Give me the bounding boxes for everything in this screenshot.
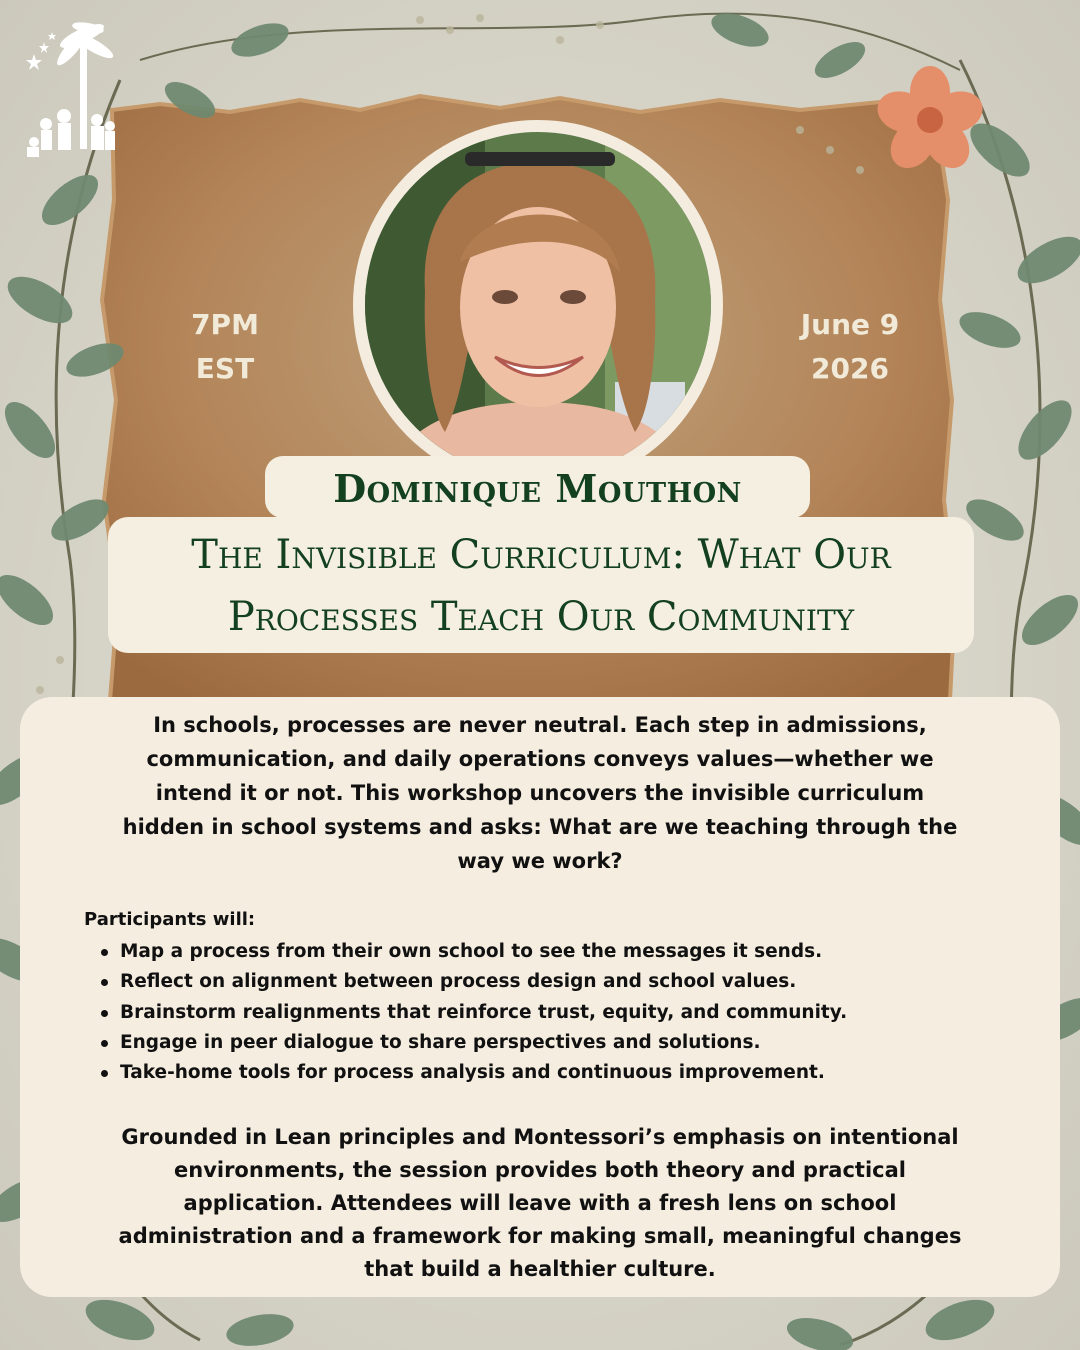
list-item: Take-home tools for process analysis and continuous improvement.	[96, 1058, 847, 1088]
participants-heading: Participants will:	[84, 909, 256, 930]
palm-tree-children-logo-icon	[22, 14, 117, 164]
outro-paragraph	[60, 1121, 1020, 1286]
outro-line: administration and a framework for making small, meaningful changes	[118, 1224, 962, 1248]
speaker-name: Dominique Mouthon	[333, 466, 742, 511]
intro-line: hidden in school systems and asks: What are we teaching through the	[122, 815, 958, 839]
intro-line: In schools, processes are never neutral. Each step in admissions,	[153, 713, 927, 737]
time-value: 7PM	[191, 308, 259, 341]
date-day: June 9	[800, 308, 900, 341]
list-item: Brainstorm realignments that reinforce trust, equity, and community.	[96, 998, 847, 1028]
event-time	[160, 303, 290, 391]
outro-line: that build a healthier culture.	[364, 1257, 716, 1281]
intro-line: way we work?	[457, 849, 623, 873]
intro-line: communication, and daily operations conveys values—whether we	[146, 747, 934, 771]
intro-line: intend it or not. This workshop uncovers the invisible curriculum	[155, 781, 925, 805]
list-item: Map a process from their own school to see the messages it sends.	[96, 937, 847, 967]
talk-title	[108, 524, 974, 648]
outro-line: Grounded in Lean principles and Montessori’s emphasis on intentional	[121, 1125, 959, 1149]
outro-line: application. Attendees will leave with a fresh lens on school	[183, 1191, 897, 1215]
participants-list	[96, 937, 847, 1088]
date-year: 2026	[811, 352, 889, 385]
time-zone: EST	[195, 352, 255, 385]
speaker-photo	[365, 132, 711, 478]
intro-paragraph	[60, 708, 1020, 878]
talk-title-line: The Invisible Curriculum: What Our	[191, 532, 891, 578]
event-date	[770, 303, 930, 391]
talk-title-line: Processes Teach Our Community	[227, 594, 855, 640]
list-item: Reflect on alignment between process design and school values.	[96, 967, 847, 997]
list-item: Engage in peer dialogue to share perspectives and solutions.	[96, 1028, 847, 1058]
outro-line: environments, the session provides both theory and practical	[174, 1158, 906, 1182]
